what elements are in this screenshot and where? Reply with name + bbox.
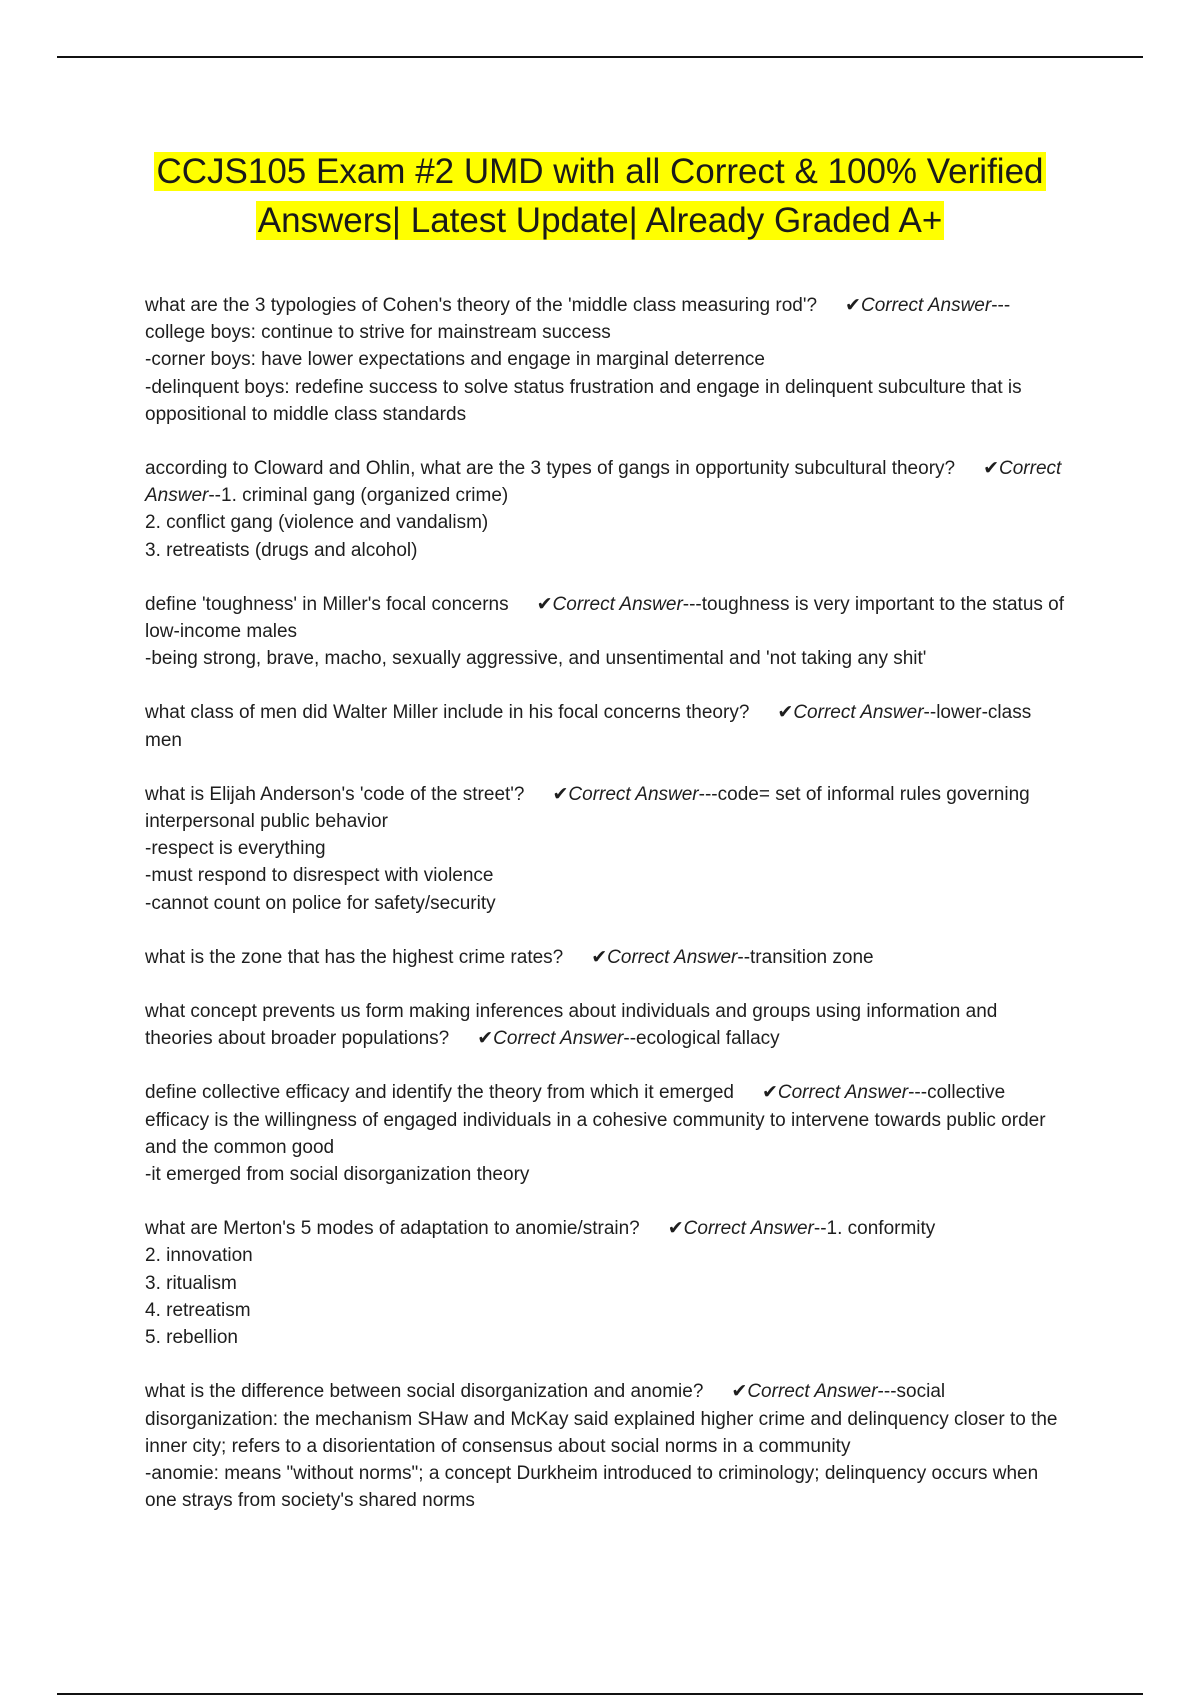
answer-lead-text: lower-class men	[145, 702, 1032, 751]
correct-answer-label: ✔Correct Answer	[591, 946, 738, 968]
question-text: according to Cloward and Ohlin, what are the 3 types of gangs in opportunity subcultural theory?	[145, 458, 956, 480]
correct-answer-label: ✔Correct Answer	[667, 1218, 814, 1240]
question-text: define 'toughness' in Miller's focal concerns	[145, 593, 509, 615]
qa-question-line	[145, 998, 1065, 1052]
question-text: what is Elijah Anderson's 'code of the street'?	[145, 783, 525, 805]
answer-separator: --	[208, 485, 222, 507]
answer-line: -it emerged from social disorganization theory	[145, 1164, 530, 1186]
top-rule	[57, 56, 1143, 58]
question-text: what are the 3 typologies of Cohen's theory of the 'middle class measuring rod'?	[145, 295, 818, 316]
question-text: what concept prevents us form making inferences about individuals and groups using information and theories about broader populations?	[145, 1001, 998, 1050]
answer-lead-text: social disorganization: the mechanism SHaw and McKay said explained higher crime and delinquency closer to the inner city; refers to a disorientation of consensus about social norms in a community	[145, 1381, 1058, 1457]
answer-line: -cannot count on police for safety/security	[145, 892, 496, 914]
qa-item	[145, 1378, 1065, 1514]
qa-question-line	[145, 1378, 1065, 1460]
answer-lead-text: collective efficacy is the willingness of engaged individuals in a cohesive community to intervene towards public order and the common good	[145, 1082, 1046, 1158]
answer-line: -respect is everything	[145, 838, 326, 860]
answer-lead-text: transition zone	[750, 946, 874, 968]
question-text: what are Merton's 5 modes of adaptation to anomie/strain?	[145, 1218, 640, 1240]
answer-line: 4. retreatism	[145, 1299, 251, 1321]
answer-line: -delinquent boys: redefine success to solve status frustration and engage in delinquent subculture that is oppositional to middle class standards	[145, 376, 1022, 425]
answer-line: -anomie: means "without norms"; a concept Durkheim introduced to criminology; delinquency occurs when one strays from society's shared norms	[145, 1462, 1039, 1512]
answer-line: -being strong, brave, macho, sexually aggressive, and unsentimental and 'not taking any shit'	[145, 648, 927, 670]
answer-separator: --	[813, 1218, 827, 1240]
answer-line: 3. ritualism	[145, 1272, 237, 1294]
answer-line: -must respond to disrespect with violence	[145, 865, 494, 887]
correct-answer-label: ✔Correct Answer	[777, 702, 924, 724]
qa-item	[145, 1215, 1065, 1351]
answer-separator: ---	[698, 783, 718, 805]
qa-list	[145, 292, 1065, 1541]
answer-separator: --	[923, 702, 937, 724]
answer-separator: ---	[682, 593, 702, 615]
title-line-2: Answers| Latest Update| Already Graded A+	[257, 201, 943, 240]
answer-lead-text: 1. criminal gang (organized crime)	[221, 485, 509, 507]
question-text: define collective efficacy and identify the theory from which it emerged	[145, 1082, 734, 1104]
qa-item	[145, 591, 1065, 673]
correct-answer-label: ✔Correct Answer	[536, 593, 683, 615]
title-line-1: CCJS105 Exam #2 UMD with all Correct & 100% Verified	[156, 152, 1044, 191]
qa-item	[145, 781, 1065, 917]
qa-question-line	[145, 455, 1065, 509]
qa-item	[145, 699, 1065, 753]
qa-item	[145, 944, 1065, 971]
answer-separator: --	[623, 1028, 637, 1050]
qa-item	[145, 998, 1065, 1052]
qa-question-line	[145, 781, 1065, 835]
correct-answer-label: ✔Correct Answer	[477, 1028, 624, 1050]
answer-separator: ---	[877, 1381, 897, 1403]
qa-question-line	[145, 699, 1065, 753]
qa-item	[145, 455, 1065, 564]
question-text: what is the zone that has the highest crime rates?	[145, 946, 564, 968]
correct-answer-label: ✔Correct Answer	[552, 783, 699, 805]
qa-question-line	[145, 1215, 1065, 1242]
question-text: what is the difference between social disorganization and anomie?	[145, 1381, 704, 1403]
answer-separator: ---	[991, 295, 1011, 316]
answer-line: 2. innovation	[145, 1245, 253, 1267]
answer-line: 3. retreatists (drugs and alcohol)	[145, 539, 418, 561]
qa-question-line	[145, 591, 1065, 645]
qa-question-line	[145, 944, 1065, 971]
answer-separator: ---	[908, 1082, 928, 1104]
correct-answer-label: ✔Correct Answer	[731, 1381, 878, 1403]
answer-lead-text: 1. conformity	[826, 1218, 936, 1240]
answer-lead-text: code= set of informal rules governing interpersonal public behavior	[145, 783, 1030, 833]
answer-lead-text: toughness is very important to the status of low-income males	[145, 593, 1065, 643]
answer-line: -corner boys: have lower expectations and engage in marginal deterrence	[145, 349, 765, 371]
qa-item	[145, 1079, 1065, 1188]
correct-answer-label: ✔Correct Answer	[761, 1082, 909, 1104]
bottom-rule	[57, 1693, 1143, 1695]
correct-answer-label: ✔Correct Answer	[145, 458, 1062, 507]
document-title	[100, 147, 1100, 245]
answer-lead-text: college boys: continue to strive for mainstream success	[145, 322, 611, 344]
answer-separator: --	[737, 946, 751, 968]
question-text: what class of men did Walter Miller include in his focal concerns theory?	[145, 702, 750, 724]
answer-line: 2. conflict gang (violence and vandalism)	[145, 512, 489, 534]
qa-item	[145, 292, 1065, 428]
qa-question-line	[145, 1079, 1065, 1161]
correct-answer-label: ✔Correct Answer	[845, 295, 992, 316]
qa-question-line	[145, 292, 1065, 346]
answer-line: 5. rebellion	[145, 1327, 238, 1349]
answer-lead-text: ecological fallacy	[636, 1028, 780, 1050]
